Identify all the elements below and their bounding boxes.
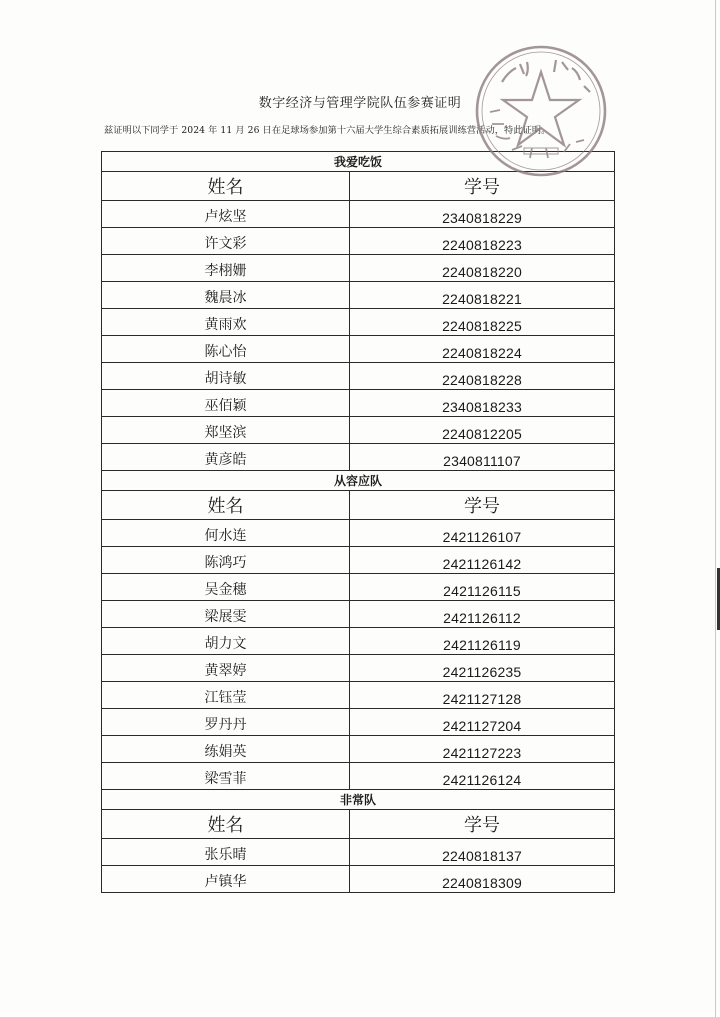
student-name: 吴金穗 — [102, 574, 350, 601]
table-row — [102, 682, 615, 709]
column-header-row — [102, 810, 615, 839]
student-id: 2421126124 — [350, 763, 615, 790]
student-id: 2240818225 — [350, 309, 615, 336]
table-row — [102, 255, 615, 282]
student-id: 2240818223 — [350, 228, 615, 255]
student-id: 2340818229 — [350, 201, 615, 228]
student-id: 2240818224 — [350, 336, 615, 363]
table-row — [102, 601, 615, 628]
student-id: 2240818228 — [350, 363, 615, 390]
name-column-header: 姓名 — [102, 491, 350, 520]
table-row — [102, 309, 615, 336]
student-name: 胡诗敏 — [102, 363, 350, 390]
column-header-row — [102, 491, 615, 520]
document-title: 数字经济与管理学院队伍参赛证明 — [258, 96, 462, 111]
student-id: 2421126142 — [350, 547, 615, 574]
student-name: 卢镇华 — [102, 866, 350, 893]
table-row — [102, 520, 615, 547]
official-seal-stamp — [472, 42, 610, 180]
student-name: 陈鸿巧 — [102, 547, 350, 574]
team-section-row — [102, 471, 615, 491]
table-row — [102, 628, 615, 655]
table-row — [102, 547, 615, 574]
table-row — [102, 363, 615, 390]
student-id: 2421126235 — [350, 655, 615, 682]
student-id: 2421127223 — [350, 736, 615, 763]
student-name: 张乐晴 — [102, 839, 350, 866]
page-edge — [715, 0, 716, 1017]
student-id: 2340818233 — [350, 390, 615, 417]
student-id-column-header: 学号 — [350, 810, 615, 839]
student-name: 陈心怡 — [102, 336, 350, 363]
table-row — [102, 444, 615, 471]
student-id: 2340811107 — [350, 444, 615, 471]
table-row — [102, 763, 615, 790]
student-id: 2421127128 — [350, 682, 615, 709]
student-id: 2421127204 — [350, 709, 615, 736]
student-name: 何水连 — [102, 520, 350, 547]
roster-body — [102, 152, 615, 893]
table-row — [102, 282, 615, 309]
student-name: 梁展雯 — [102, 601, 350, 628]
student-id: 2421126112 — [350, 601, 615, 628]
table-row — [102, 655, 615, 682]
table-row — [102, 390, 615, 417]
student-id: 2240818221 — [350, 282, 615, 309]
student-id: 2421126107 — [350, 520, 615, 547]
table-row — [102, 866, 615, 893]
student-name: 卢炫坚 — [102, 201, 350, 228]
student-name: 梁雪菲 — [102, 763, 350, 790]
table-row — [102, 201, 615, 228]
name-column-header: 姓名 — [102, 810, 350, 839]
student-name: 郑坚滨 — [102, 417, 350, 444]
student-name: 魏晨冰 — [102, 282, 350, 309]
table-row — [102, 417, 615, 444]
student-name: 巫佰颖 — [102, 390, 350, 417]
student-id: 2240812205 — [350, 417, 615, 444]
student-id-column-header: 学号 — [350, 491, 615, 520]
certification-statement: 兹证明以下同学于 2024 年 11 月 26 日在足球场参加第十六届大学生综合素质拓展训练营活动，特此证明。 — [104, 125, 551, 136]
table-row — [102, 336, 615, 363]
student-name: 黄翠婷 — [102, 655, 350, 682]
team-name: 非常队 — [102, 790, 615, 810]
student-name: 胡力文 — [102, 628, 350, 655]
student-name: 李栩姗 — [102, 255, 350, 282]
student-name: 江钰莹 — [102, 682, 350, 709]
name-column-header: 姓名 — [102, 172, 350, 201]
student-id: 2240818220 — [350, 255, 615, 282]
table-row — [102, 839, 615, 866]
table-row — [102, 574, 615, 601]
table-row — [102, 228, 615, 255]
team-roster-table — [101, 151, 615, 893]
team-name: 我爱吃饭 — [102, 152, 615, 172]
student-id: 2421126119 — [350, 628, 615, 655]
table-row — [102, 736, 615, 763]
team-section-row — [102, 790, 615, 810]
student-name: 练娟英 — [102, 736, 350, 763]
student-id: 2240818137 — [350, 839, 615, 866]
table-row — [102, 709, 615, 736]
student-id: 2240818309 — [350, 866, 615, 893]
student-name: 黄雨欢 — [102, 309, 350, 336]
student-id-column-header: 学号 — [350, 172, 615, 201]
team-name: 从容应队 — [102, 471, 615, 491]
student-id: 2421126115 — [350, 574, 615, 601]
student-name: 许文彩 — [102, 228, 350, 255]
student-name: 黄彦皓 — [102, 444, 350, 471]
student-name: 罗丹丹 — [102, 709, 350, 736]
